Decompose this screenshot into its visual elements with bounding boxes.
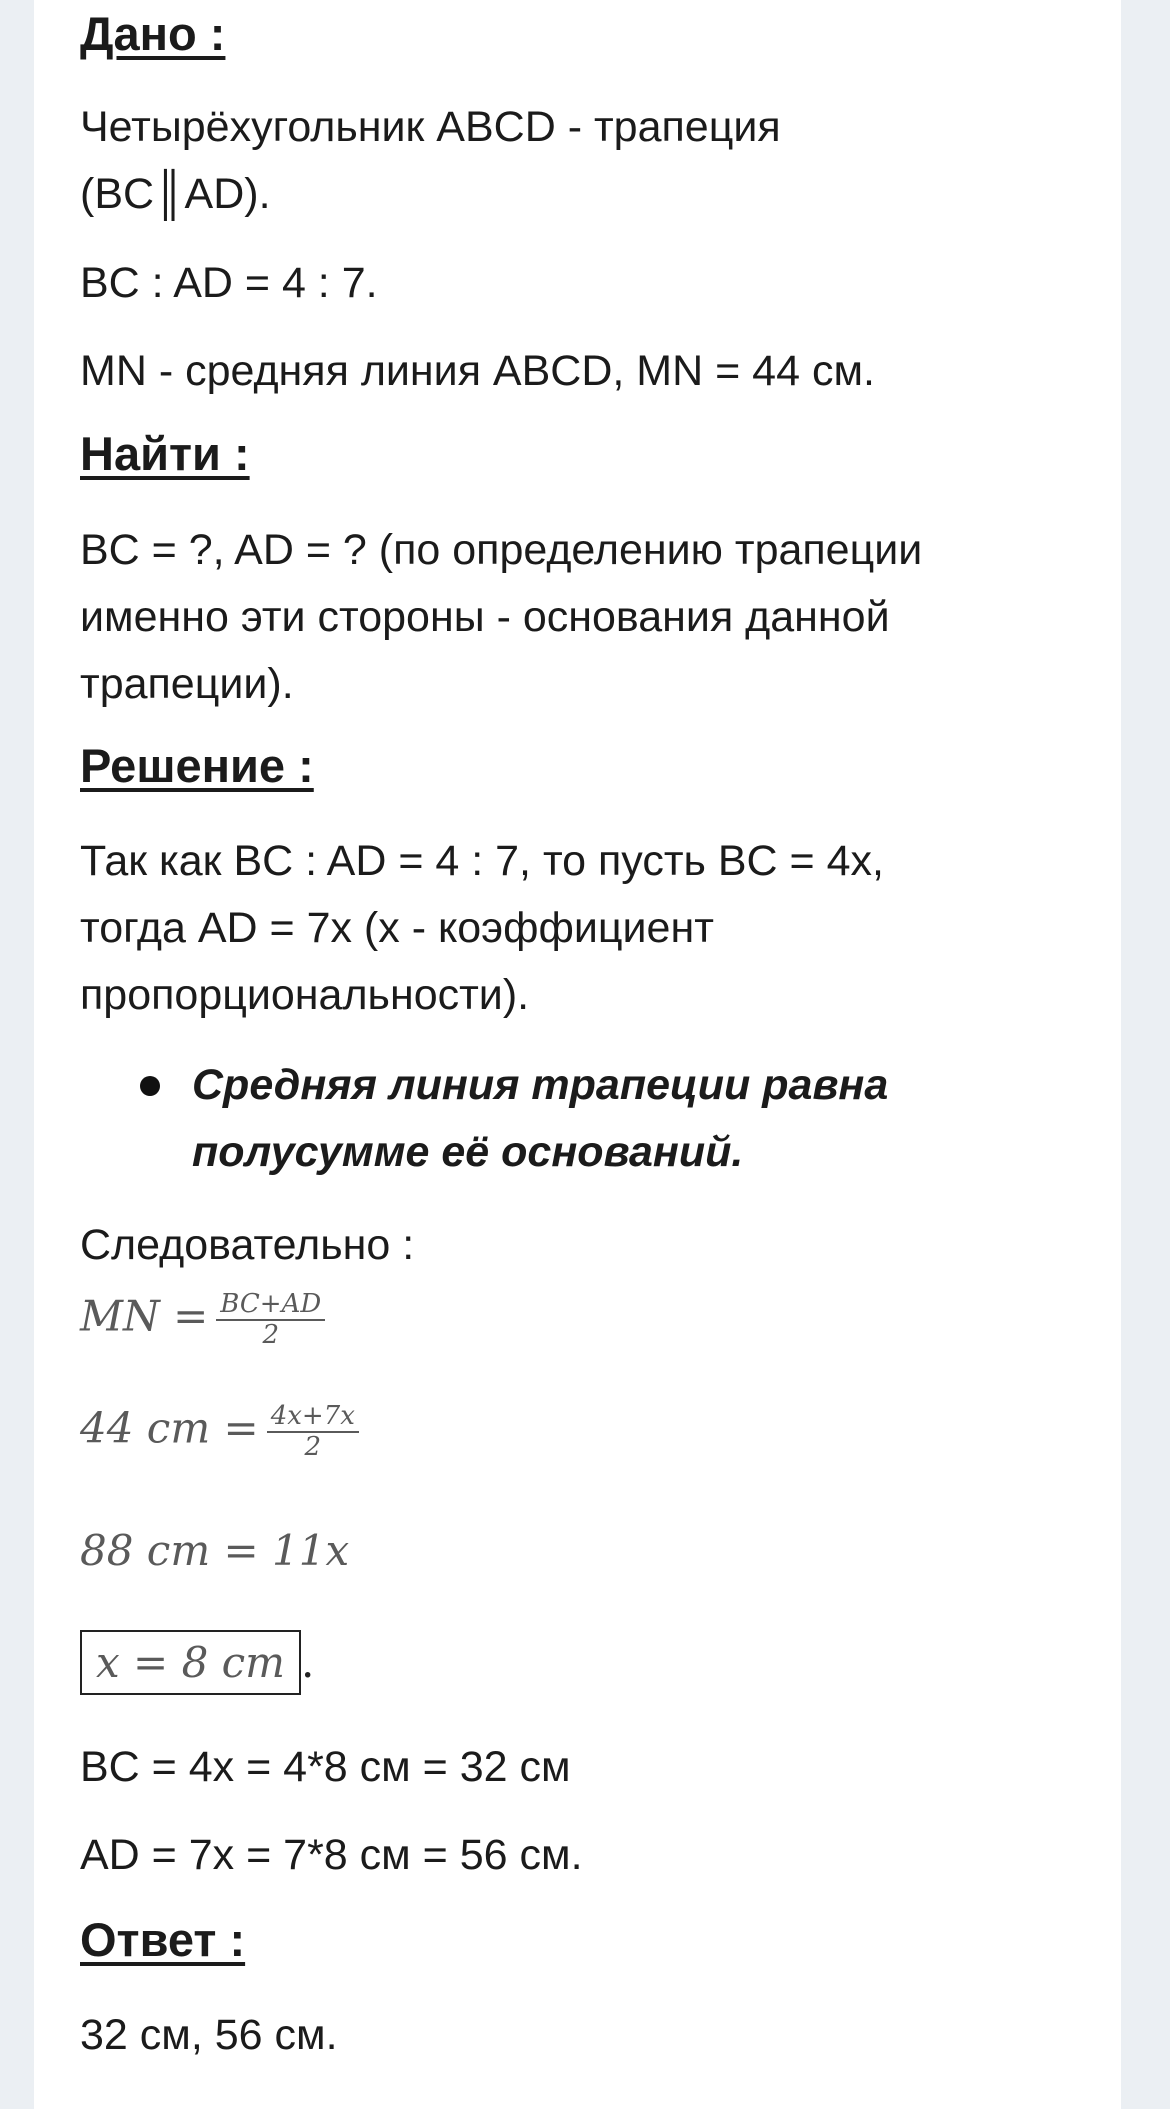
formula-substituted-fraction [267,1402,359,1461]
solution-line-2: тогда AD = 7x (x - коэффициент [80,904,714,952]
formula-midline-lhs: MN = [80,1291,209,1341]
formula-result-period: . [301,1638,315,1687]
given-text [80,94,781,228]
answer-card [34,0,1121,2109]
bullet-line-1: Средняя линия трапеции равна [192,1061,889,1109]
formula-midline-numerator: BC+AD [216,1290,325,1321]
given-line-1: Четырёхугольник ABCD - трапеция [80,103,781,151]
bullet-theorem [192,1052,888,1186]
formula-result-box: x = 8 cm [80,1630,301,1695]
formula-substituted-lhs: 44 cm = [80,1403,259,1453]
find-line-1: BC = ?, AD = ? (по определению трапеции [80,526,923,574]
bullet-icon [140,1076,160,1096]
formula-simplified: 88 cm = 11x [80,1526,350,1575]
given-line-2: (BC║AD). [80,170,271,218]
formula-midline [80,1290,325,1349]
solution-heading: Решение : [80,739,314,792]
formula-substituted-denominator: 2 [304,1432,322,1462]
given-midline: MN - средняя линия ABCD, MN = 44 см. [80,347,875,395]
formula-substituted [80,1402,359,1461]
find-line-3: трапеции). [80,660,294,708]
given-heading: Дано : [80,7,226,60]
formula-midline-fraction [216,1290,325,1349]
find-line-2: именно эти стороны - основания данной [80,593,890,641]
solution-intro [80,828,884,1029]
formula-midline-denominator: 2 [262,1320,280,1350]
solution-line-1: Так как BC : AD = 4 : 7, то пусть BC = 4x, [80,837,884,885]
find-text [80,517,922,718]
given-ratio: BC : AD = 4 : 7. [80,259,378,307]
solution-line-3: пропорциональности). [80,971,530,1019]
find-heading: Найти : [80,427,250,480]
formula-substituted-numerator: 4x+7x [267,1402,359,1433]
answer-heading: Ответ : [80,1913,246,1966]
answer-text: 32 см, 56 см. [80,2011,338,2059]
bc-result: BC = 4x = 4*8 см = 32 см [80,1743,571,1791]
ad-result: AD = 7x = 7*8 см = 56 см. [80,1831,583,1879]
consequently-label: Следовательно : [80,1221,415,1269]
bullet-line-2: полусумме её оснований. [192,1128,744,1176]
formula-result [80,1630,314,1695]
